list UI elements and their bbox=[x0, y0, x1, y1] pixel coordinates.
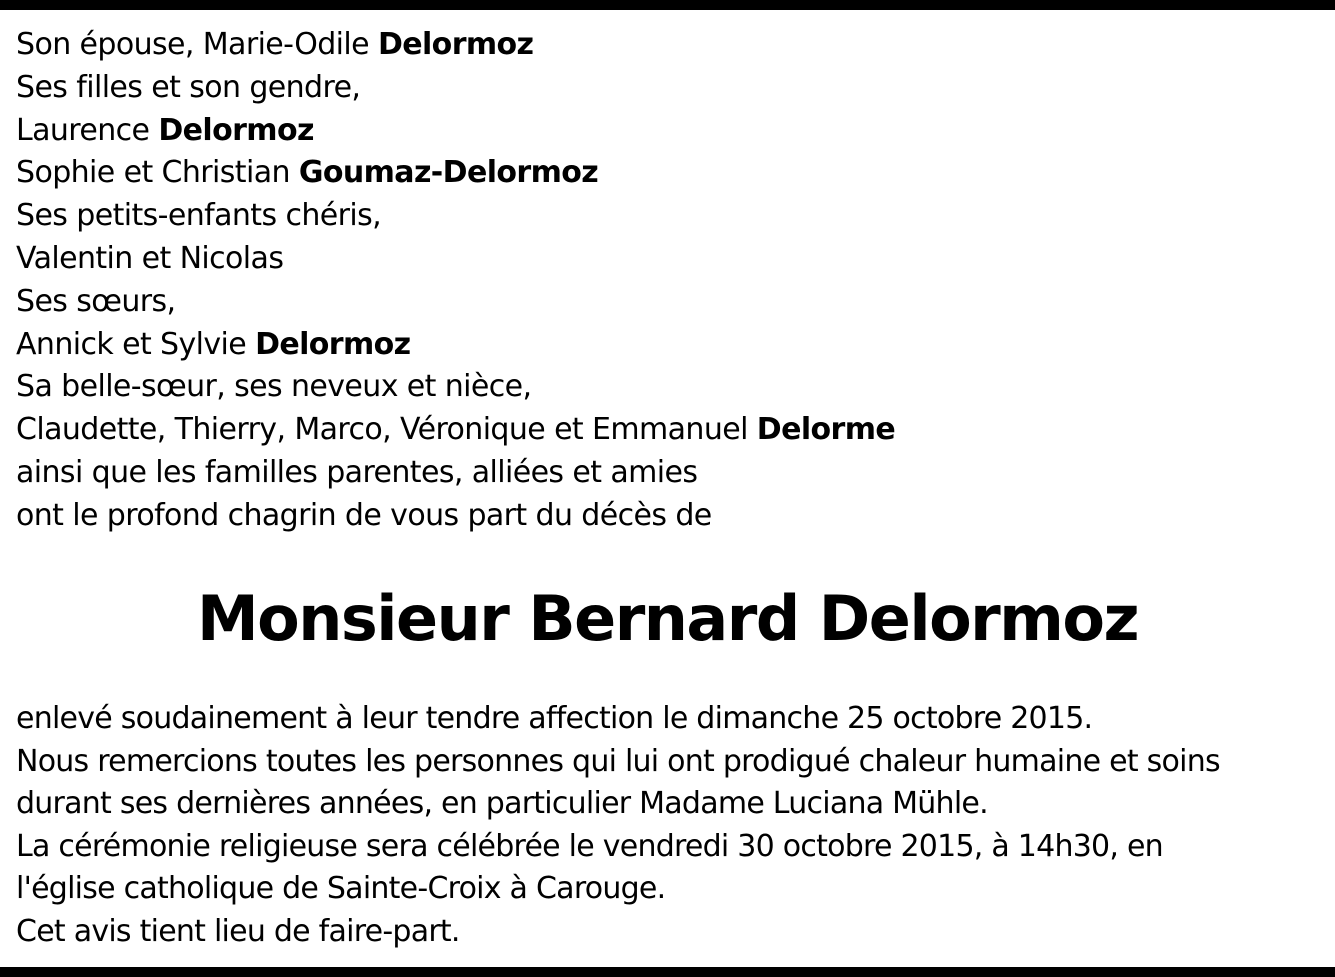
family-line bbox=[16, 152, 895, 195]
family-line-text: Ses sœurs, bbox=[16, 283, 176, 319]
family-line-text: Ses petits-enfants chéris, bbox=[16, 198, 382, 234]
family-line-surname: Delorme bbox=[756, 412, 896, 448]
family-line bbox=[16, 409, 895, 452]
body-line: Nous remercions toutes les personnes qui lui ont prodigué chaleur humaine et soins bbox=[16, 743, 1220, 779]
family-line bbox=[16, 67, 895, 110]
family-line-surname: Delormoz bbox=[158, 112, 314, 148]
family-line bbox=[16, 238, 895, 281]
family-line bbox=[16, 110, 895, 153]
family-line-text: Valentin et Nicolas bbox=[16, 240, 284, 276]
body-line: durant ses dernières années, en particulier Madame Luciana Mühle. bbox=[16, 786, 988, 822]
family-line bbox=[16, 452, 895, 495]
family-line-text: Ses filles et son gendre, bbox=[16, 69, 361, 105]
family-line bbox=[16, 24, 895, 67]
family-line bbox=[16, 324, 895, 367]
family-line-surname: Goumaz-Delormoz bbox=[298, 155, 599, 191]
body-line: Cet avis tient lieu de faire-part. bbox=[16, 913, 460, 949]
family-line-text: Sophie et Christian bbox=[16, 155, 299, 191]
family-line bbox=[16, 495, 895, 538]
family-line-surname: Delormoz bbox=[377, 27, 534, 62]
body-line: enlevé soudainement à leur tendre affection le dimanche 25 octobre 2015. bbox=[16, 701, 1093, 736]
deceased-name-heading: Monsieur Bernard Delormoz bbox=[196, 582, 1139, 655]
family-line-text: Annick et Sylvie bbox=[16, 326, 256, 362]
family-line bbox=[16, 366, 895, 409]
family-line bbox=[16, 281, 895, 324]
family-line-text: ont le profond chagrin de vous part du décès de bbox=[16, 497, 712, 533]
family-announcement bbox=[16, 24, 895, 538]
family-line-surname: Delormoz bbox=[255, 326, 411, 362]
family-line-text: ainsi que les familles parentes, alliées et amies bbox=[16, 454, 698, 490]
family-line-text: Sa belle-sœur, ses neveux et nièce, bbox=[16, 369, 532, 405]
top-border-rule bbox=[0, 0, 1335, 10]
body-line: l'église catholique de Sainte-Croix à Carouge. bbox=[16, 871, 666, 907]
body-line: La cérémonie religieuse sera célébrée le vendredi 30 octobre 2015, à 14h30, en bbox=[16, 828, 1163, 864]
family-line bbox=[16, 195, 895, 238]
bottom-border-rule bbox=[0, 967, 1335, 977]
family-line-text: Laurence bbox=[16, 112, 159, 148]
announcement-body bbox=[16, 698, 1220, 954]
family-line-text: Son épouse, Marie-Odile bbox=[16, 27, 378, 62]
family-line-text: Claudette, Thierry, Marco, Véronique et Emmanuel bbox=[16, 412, 757, 448]
